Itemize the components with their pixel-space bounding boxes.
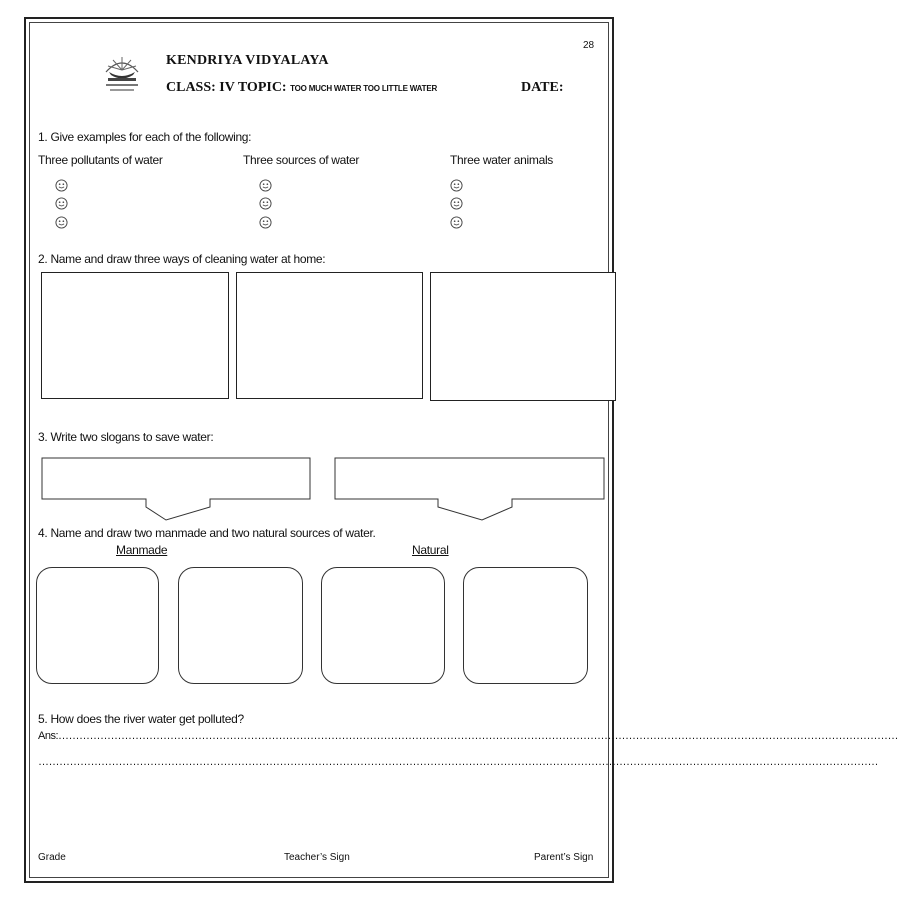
answer-line-2[interactable]: …………………………………………………………………………………………………………………………………………………………………………………………………………………… [38,756,878,768]
footer-grade: Grade [38,852,66,863]
question-5: 5. How does the river water get polluted? [38,712,244,726]
smiley-face-icon [450,216,463,229]
class-label: CLASS: IV TOPIC: [166,80,287,95]
smiley-face-icon [450,179,463,192]
smiley-face-icon [259,179,272,192]
smiley-face-icon [259,197,272,210]
smiley-face-icon [55,197,68,210]
question-3: 3. Write two slogans to save water: [38,430,214,444]
kendriya-vidyalaya-logo-icon [96,48,148,96]
drawing-box-natural-2[interactable] [463,567,588,684]
drawing-box-manmade-1[interactable] [36,567,159,684]
slogan-callouts [36,454,612,524]
page-border-inner [29,22,878,878]
label-manmade: Manmade [116,543,168,557]
school-name: KENDRIYA VIDYALAYA [166,53,329,68]
smiley-face-icon [259,216,272,229]
label-natural: Natural [412,543,449,557]
drawing-box-cleaning-2[interactable] [236,272,423,399]
drawing-box-cleaning-3[interactable] [430,272,616,401]
question-4: 4. Name and draw two manmade and two natural sources of water. [38,526,376,540]
answer-dots: …………………………………………………………………………………………………………………………………………………………………………………………………………………… [58,730,898,742]
page-number: 28 [583,40,595,51]
drawing-box-cleaning-1[interactable] [41,272,229,399]
column-animals: Three water animals [450,153,554,167]
drawing-box-natural-1[interactable] [321,567,445,684]
class-topic-line [166,80,437,96]
answer-label: Ans: [38,730,59,742]
date-label: DATE: [521,80,564,95]
drawing-box-manmade-2[interactable] [178,567,303,684]
footer-parent-sign: Parent’s Sign [534,852,594,863]
column-sources: Three sources of water [243,153,360,167]
smiley-face-icon [450,197,463,210]
topic-title: TOO MUCH WATER TOO LITTLE WATER [290,84,438,93]
smiley-face-icon [55,179,68,192]
answer-line-1[interactable] [38,730,898,742]
slogan-callout-left [42,458,310,520]
question-2: 2. Name and draw three ways of cleaning water at home: [38,252,326,266]
question-1: 1. Give examples for each of the following: [38,130,252,144]
slogan-callout-right [335,458,604,520]
column-pollutants: Three pollutants of water [38,153,163,167]
smiley-face-icon [55,216,68,229]
footer-teacher-sign: Teacher’s Sign [284,852,350,863]
